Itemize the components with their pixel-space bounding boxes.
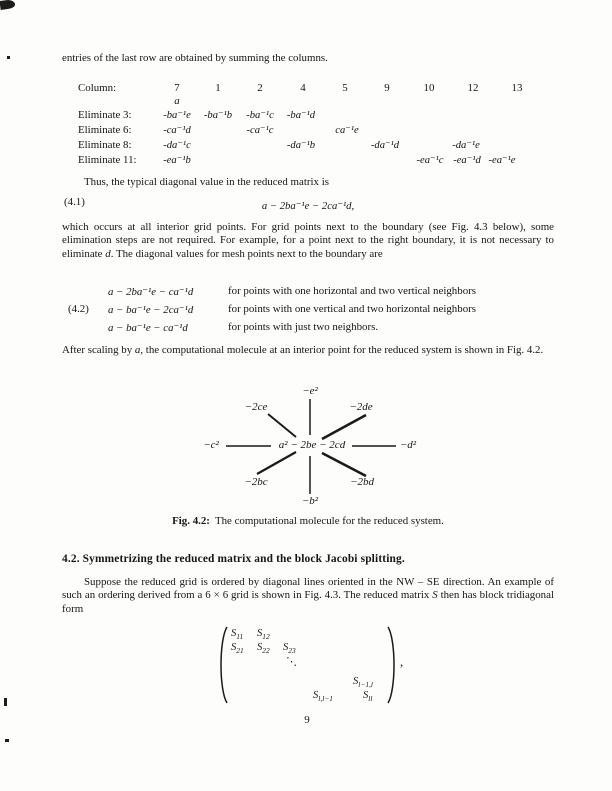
equation-tag: (4.1) (64, 196, 85, 208)
paragraph-after-text: After scaling by (62, 344, 135, 356)
molecule-label-top-right: −2de (349, 401, 373, 413)
paragraph-after-var: a (134, 344, 141, 356)
column-header-value: 7 (174, 82, 180, 94)
row-label: Eliminate 8: (78, 139, 132, 151)
paragraph-thus-text: Thus, the typical diagonal value in the reduced matrix is (84, 176, 329, 188)
matrix-entry-sl-1l: $S_{l-1,l}$ (353, 676, 373, 690)
eq-desc: for points with one vertical and two horizontal neighbors (228, 303, 477, 315)
scan-artifact (0, 0, 16, 10)
intro-paragraph (62, 52, 554, 65)
block-matrix (217, 624, 413, 710)
eq-math: a − 2ba⁻¹e − ca⁻¹d (108, 286, 194, 298)
figure-caption (62, 515, 554, 527)
row-label: Eliminate 6: (78, 124, 132, 136)
column-header-value: 12 (467, 82, 479, 94)
eq-desc: for points with just two neighbors. (228, 321, 379, 333)
column-header-value: 1 (215, 82, 221, 94)
table-cell: -ea⁻¹b (163, 155, 191, 166)
table-cell: -da⁻¹b (286, 140, 316, 151)
paragraph-suppose-var: S (432, 589, 438, 602)
eq-math: a − ba⁻¹e − ca⁻¹d (108, 322, 188, 334)
molecule-edge-top-left (268, 414, 296, 437)
molecule-label-top: −e² (302, 385, 318, 397)
table-cell: -ea⁻¹d (453, 155, 481, 166)
matrix-left-paren (221, 627, 227, 703)
matrix-diagonal-dots: ⋱ (286, 655, 297, 668)
paragraph-which-text: which occurs at all interior grid points. For grid points next to the boundary (see Fig. 4.3 below), some elimination steps are not required. For example, for a point next to the right boundary, it is not necessary to eliminate (62, 221, 554, 260)
matrix-right-paren (388, 627, 394, 703)
paragraph-suppose-text: Suppose the reduced grid is ordered by diagonal lines oriented in the NW – SE direction. An example of such an ordering derived from a 6 × 6 grid is shown in Fig. 4.3. The reduced matrix (62, 576, 554, 602)
scan-artifact (4, 698, 7, 706)
molecule-label-bottom-left: −2bc (244, 476, 268, 488)
matrix-entry-s21: $S_{21}$ (231, 642, 244, 656)
paragraph-suppose (62, 576, 554, 616)
page-number: 9 (304, 714, 310, 726)
table-cell: -ca⁻¹c (246, 125, 274, 136)
matrix-entry-s22: $S_{22}$ (257, 642, 270, 656)
table-cell: -da⁻¹e (452, 140, 480, 151)
table-cell: -ba⁻¹d (286, 110, 316, 121)
paragraph-suppose-text: then has block tridiagonal form (62, 589, 554, 615)
table-cell: -da⁻¹d (370, 140, 400, 151)
matrix-trailing-comma: , (400, 654, 404, 669)
table-cell: -ca⁻¹d (163, 125, 191, 136)
molecule-figure (180, 375, 430, 513)
table-cell: -ea⁻¹e (488, 155, 516, 166)
equation-tag: (4.2) (68, 303, 89, 315)
table-cell: -ba⁻¹c (246, 110, 274, 121)
column-header-value: 2 (257, 82, 263, 94)
molecule-label-left: −c² (203, 439, 219, 451)
paragraph-which-var: d (105, 247, 111, 260)
caption-text: The computational molecule for the reduced system. (214, 515, 444, 527)
row-label: Eliminate 3: (78, 109, 132, 121)
section-heading: 4.2. Symmetrizing the reduced matrix and the block Jacobi splitting. (62, 553, 405, 565)
scan-artifact (7, 56, 10, 59)
pivot-value: a (174, 95, 180, 107)
matrix-entry-sll-1: $S_{l,l-1}$ (313, 690, 333, 704)
table-cell: -da⁻¹c (163, 140, 191, 151)
molecule-label-top-left: −2ce (244, 401, 268, 413)
elimination-table (0, 80, 612, 170)
paragraph-after-text: , the computational molecule at an interior point for the reduced system is shown in Fig. 4.2. (140, 344, 544, 356)
row-label: Eliminate 11: (78, 154, 137, 166)
molecule-label-right: −d² (399, 439, 417, 451)
column-header-value: 4 (300, 82, 306, 94)
equation-body: a − 2ba⁻¹e − 2ca⁻¹d, (261, 200, 355, 212)
intro-text: entries of the last row are obtained by summing the columns. (62, 52, 328, 64)
equation-4-1 (62, 196, 554, 210)
table-cell: ca⁻¹e (335, 125, 359, 136)
paragraph-thus (62, 176, 554, 189)
table-cell: -ea⁻¹c (416, 155, 444, 166)
column-header-label: Column: (78, 82, 117, 94)
molecule-edge-bottom-left (257, 452, 296, 474)
matrix-entry-sll: $S_{ll}$ (363, 690, 373, 704)
matrix-entry-s11: $S_{11}$ (231, 628, 244, 642)
paragraph-which-text: . The diagonal values for mesh points next to the boundary are (110, 247, 383, 260)
column-header-value: 10 (423, 82, 435, 94)
matrix-entry-s23: $S_{23}$ (283, 642, 296, 656)
paragraph-which (62, 221, 554, 261)
column-header-value: 9 (384, 82, 390, 94)
column-header-value: 13 (511, 82, 523, 94)
molecule-label-bottom: −b² (301, 495, 319, 507)
matrix-entry-s12: $S_{12}$ (257, 628, 270, 642)
paragraph-after-scaling (62, 344, 554, 357)
column-header-value: 5 (342, 82, 348, 94)
molecule-edge-top-right (322, 415, 366, 439)
equation-4-2 (62, 285, 582, 339)
molecule-label-bottom-right: −2bd (350, 476, 374, 488)
eq-desc: for points with one horizontal and two vertical neighbors (228, 285, 477, 297)
table-cell: -ba⁻¹e (163, 110, 191, 121)
scan-artifact (5, 739, 9, 742)
table-cell: -ba⁻¹b (203, 110, 233, 121)
molecule-edge-bottom-right (322, 453, 366, 476)
eq-math: a − ba⁻¹e − 2ca⁻¹d (108, 304, 194, 316)
molecule-label-center: a² − 2be − 2cd (278, 439, 346, 451)
caption-label: Fig. 4.2: (172, 515, 210, 527)
